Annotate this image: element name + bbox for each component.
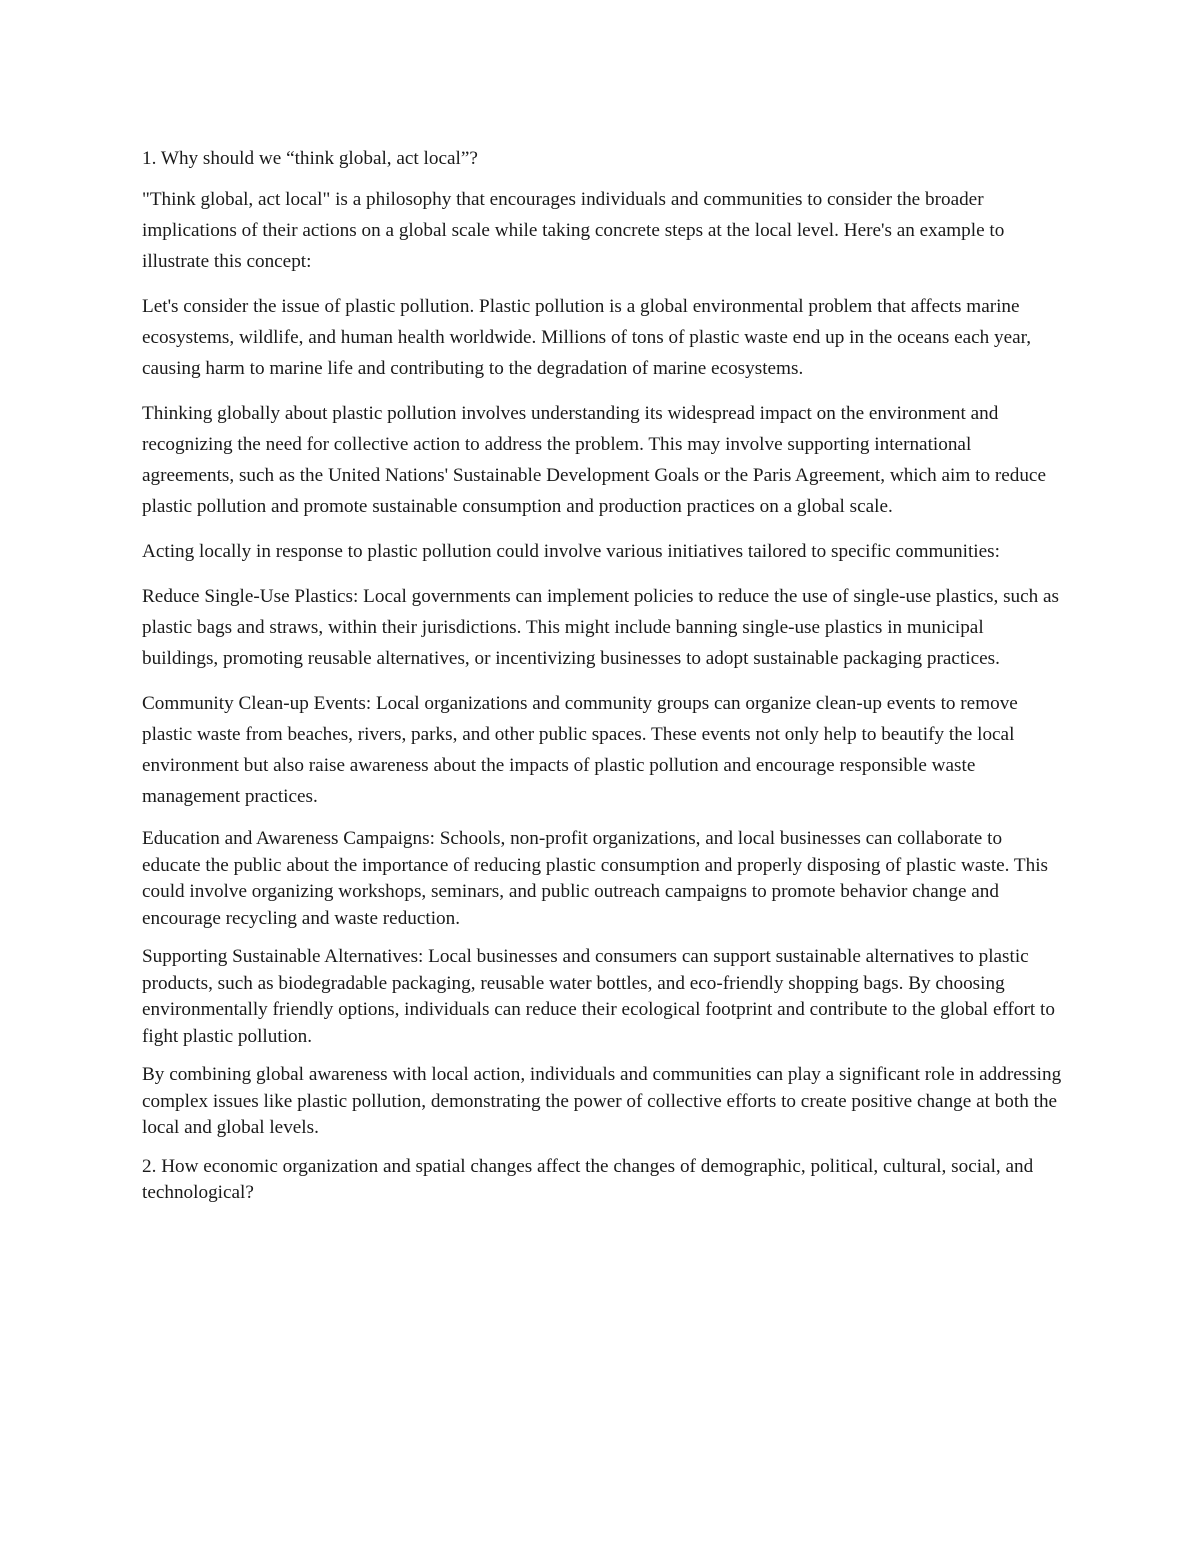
paragraph-plastic-pollution-issue: Let's consider the issue of plastic pollution. Plastic pollution is a global environmental problem that affects marine ecosystems, wildlife, and human health worldwide. Millions of tons of plastic waste end up in the oceans each year, causing harm to marine life and contributing to the degradation of marine ecosystems. bbox=[142, 296, 1032, 379]
question-1: 1. Why should we “think global, act local”? bbox=[142, 148, 478, 169]
paragraph-reduce-single-use: Reduce Single-Use Plastics: Local governments can implement policies to reduce the use of single-use plastics, such as plastic bags and straws, within their jurisdictions. This might include banning single-use plastics in municipal buildings, promoting reusable alternatives, or incentivizing businesses to adopt sustainable packaging practices. bbox=[142, 586, 1060, 669]
paragraph-thinking-globally: Thinking globally about plastic pollution involves understanding its widespread impact on the environment and recognizing the need for collective action to address the problem. This may involve supporting international agreements, such as the United Nations' Sustainable Development Goals or the Paris Agreement, which aim to reduce plastic pollution and promote sustainable consumption and production practices on a global scale. bbox=[142, 403, 1046, 517]
document-body bbox=[142, 143, 1062, 1219]
paragraph-think-global-definition: "Think global, act local" is a philosophy that encourages individuals and communities to consider the broader implications of their actions on a global scale while taking concrete steps at the local level. Here's an example to illustrate this concept: bbox=[142, 189, 1005, 272]
paragraph-clean-up-events: Community Clean-up Events: Local organizations and community groups can organize clean-up events to remove plastic waste from beaches, rivers, parks, and other public spaces. These events not only help to beautify the local environment but also raise awareness about the impacts of plastic pollution and encourage responsible waste management practices. bbox=[142, 693, 1018, 807]
question-2: 2. How economic organization and spatial changes affect the changes of demographic, political, cultural, social, and technological? bbox=[142, 1155, 1034, 1203]
paragraph-acting-locally: Acting locally in response to plastic pollution could involve various initiatives tailored to specific communities: bbox=[142, 541, 1000, 562]
paragraph-sustainable-alternatives: Supporting Sustainable Alternatives: Local businesses and consumers can support sustainable alternatives to plastic products, such as biodegradable packaging, reusable water bottles, and eco-friendly shopping bags. By choosing environmentally friendly options, individuals can reduce their ecological footprint and contribute to the global effort to fight plastic pollution. bbox=[142, 946, 1055, 1047]
paragraph-education-campaigns: Education and Awareness Campaigns: Schools, non-profit organizations, and local businesses can collaborate to educate the public about the importance of reducing plastic consumption and properly disposing of plastic waste. This could involve organizing workshops, seminars, and public outreach campaigns to promote behavior change and encourage recycling and waste reduction. bbox=[142, 828, 1049, 929]
paragraph-conclusion: By combining global awareness with local action, individuals and communities can play a significant role in addressing complex issues like plastic pollution, demonstrating the power of collective efforts to create positive change at both the local and global levels. bbox=[142, 1064, 1062, 1138]
